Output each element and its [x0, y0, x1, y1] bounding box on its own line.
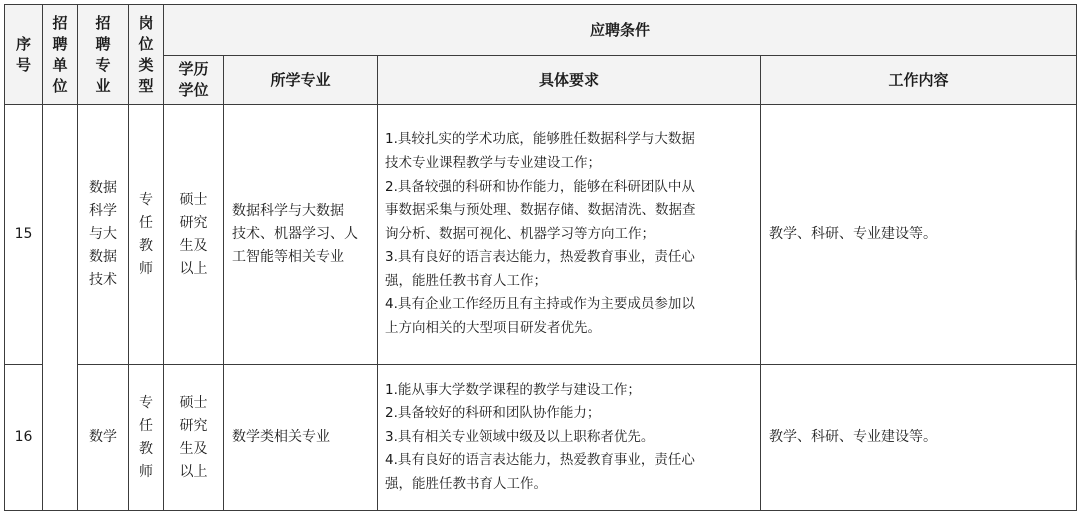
row-post-type: 专 任 教 师 — [129, 365, 164, 511]
row-requirements: 1.能从事大学数学课程的教学与建设工作； 2.具备较好的科研和团队协作能力； 3.具有相关专业领域中级及以上职称者优先。 4.具有良好的语言表达能力，热爱教育事业，责任心 强，能胜任教书育人工作。 — [378, 365, 761, 511]
scroll-edge-divider — [1075, 230, 1080, 280]
row-seq: 15 — [5, 105, 43, 365]
row-requirements: 1.具较扎实的学术功底，能够胜任数据科学与大数据 技术专业课程教学与专业建设工作； 2.具备较强的科研和协作能力，能够在科研团队中从 事数据采集与预处理、数据存储、数据清洗、数据查 询分析、数据可视化、机器学习等方向工作； 3.具有良好的语言表达能力，热爱教育事业，责任心 强，能胜任教书育人工作； 4.具有企业工作经历且有主持或作为主要成员参加以 上方向相关的大型项目研发者优先。 — [378, 105, 761, 365]
header-degree: 学历 学位 — [164, 56, 224, 105]
row-degree: 硕士 研究 生及 以上 — [164, 105, 224, 365]
header-conditions: 应聘条件 — [164, 5, 1077, 56]
header-major: 招 聘 专 业 — [78, 5, 129, 105]
header-unit: 招 聘 单 位 — [43, 5, 78, 105]
row-work-content: 教学、科研、专业建设等。 — [761, 365, 1077, 511]
row-studied-major: 数据科学与大数据 技术、机器学习、人 工智能等相关专业 — [224, 105, 378, 365]
header-post-type: 岗 位 类 型 — [129, 5, 164, 105]
row-major: 数学 — [78, 365, 129, 511]
header-studied-major: 所学专业 — [224, 56, 378, 105]
row-studied-major: 数学类相关专业 — [224, 365, 378, 511]
header-seq: 序 号 — [5, 5, 43, 105]
table-row — [5, 365, 1077, 511]
row-major: 数据 科学 与大 数据 技术 — [78, 105, 129, 365]
row-post-type: 专 任 教 师 — [129, 105, 164, 365]
row-work-content: 教学、科研、专业建设等。 — [761, 105, 1077, 365]
row-degree: 硕士 研究 生及 以上 — [164, 365, 224, 511]
recruitment-table — [4, 4, 1077, 511]
header-work-content: 工作内容 — [761, 56, 1077, 105]
recruiting-unit-cell — [43, 105, 78, 511]
header-requirements: 具体要求 — [378, 56, 761, 105]
row-seq: 16 — [5, 365, 43, 511]
table-row — [5, 105, 1077, 365]
